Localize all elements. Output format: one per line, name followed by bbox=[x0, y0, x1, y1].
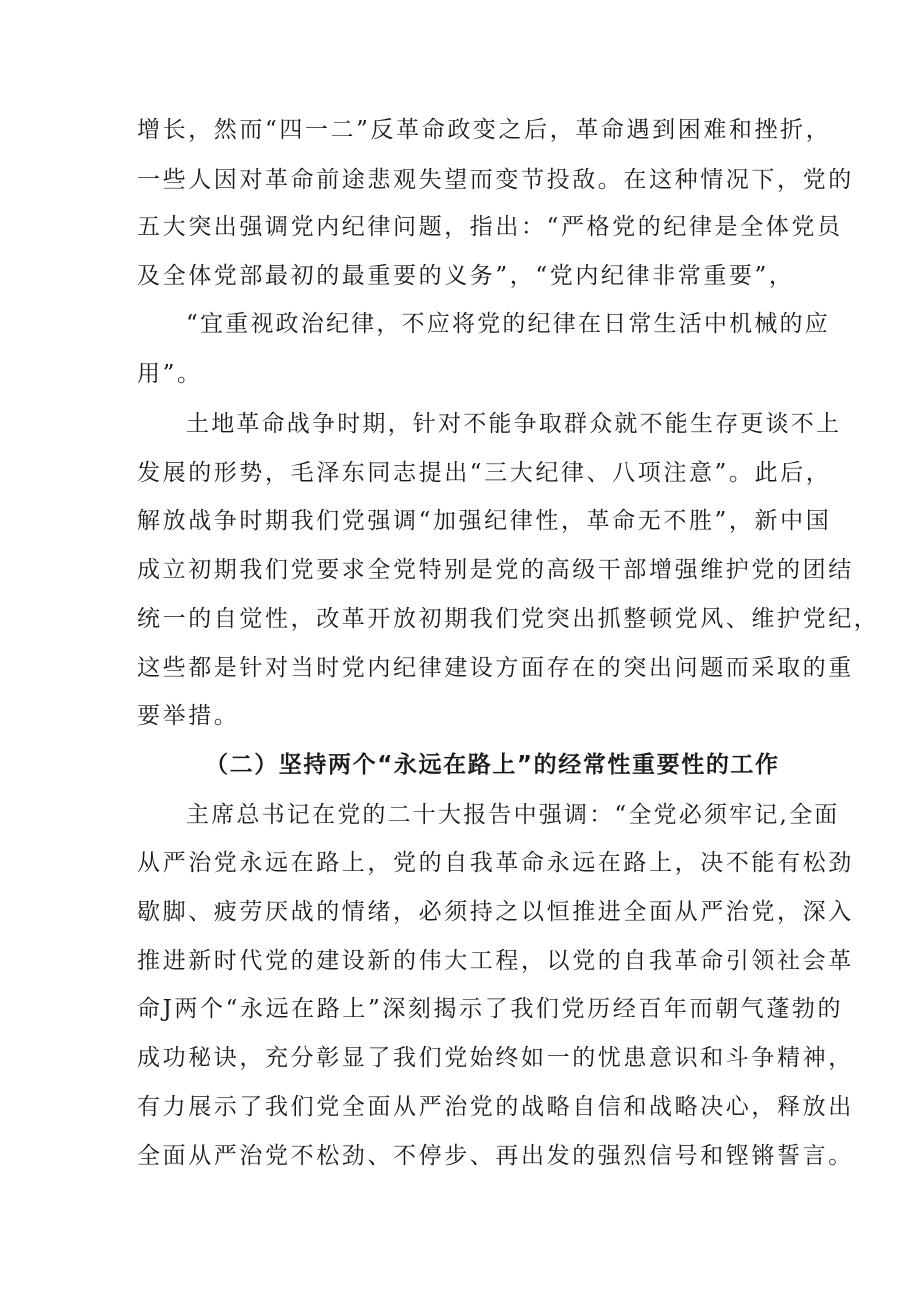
paragraph-line: 歇脚、疲劳厌战的情绪，必须持之以恒推进全面从严治党，深入 bbox=[137, 899, 854, 925]
paragraph-line: 五大突出强调党内纪律问题，指出：“严格党的纪律是全体党员 bbox=[137, 214, 843, 240]
paragraph-line: 增长，然而“四一二”反革命政变之后，革命遇到困难和挫折， bbox=[137, 117, 832, 143]
paragraph-line: 及全体党部最初的最重要的义务”，“党内纪律非常重要”， bbox=[137, 263, 795, 289]
paragraph-line: 这些都是针对当时党内纪律建设方面存在的突出问题而采取的重 bbox=[137, 655, 854, 681]
paragraph-line: 成功秘诀，充分彰显了我们党始终如一的忧患意识和斗争精神， bbox=[137, 1045, 854, 1071]
paragraph-line: 用”。 bbox=[137, 361, 203, 387]
paragraph-line: 全面从严治党不松劲、不停步、再出发的强烈信号和铿锵誓言。 bbox=[137, 1143, 854, 1169]
paragraph-line: 土地革命战争时期，针对不能争取群众就不能生存更谈不上 bbox=[186, 411, 842, 437]
paragraph-line: 统一的自觉性，改革开放初期我们党突出抓整顿党风、维护党纪， bbox=[137, 606, 880, 632]
paragraph-line: 成立初期我们党要求全党特别是党的高级干部增强维护党的团结 bbox=[137, 557, 854, 583]
paragraph-line: 发展的形势，毛泽东同志提出“三大纪律、八项注意”。此后， bbox=[137, 460, 832, 486]
paragraph-line: 解放战争时期我们党强调“加强纪律性，革命无不胜”，新中国 bbox=[137, 508, 832, 534]
paragraph-line: 命J两个“永远在路上”深刻揭示了我们党历经百年而朝气蓬勃的 bbox=[137, 996, 844, 1022]
paragraph-line: 一些人因对革命前途悲观失望而变节投敌。在这种情况下，党的 bbox=[137, 167, 854, 193]
paragraph-line: 推进新时代党的建设新的伟大工程，以党的自我革命引领社会革 bbox=[137, 948, 854, 974]
paragraph-line: “宜重视政治纪律，不应将党的纪律在日常生活中机械的应 bbox=[186, 311, 830, 337]
section-heading: （二）坚持两个“永远在路上”的经常性重要性的工作 bbox=[205, 752, 780, 778]
paragraph-line: 主席总书记在党的二十大报告中强调：“全党必须牢记,全面 bbox=[186, 802, 840, 828]
paragraph-line: 要举措。 bbox=[137, 703, 240, 729]
paragraph-line: 从严治党永远在路上，党的自我革命永远在路上，决不能有松劲 bbox=[137, 850, 854, 876]
paragraph-line: 有力展示了我们党全面从严治党的战略自信和战略决心，释放出 bbox=[137, 1094, 854, 1120]
